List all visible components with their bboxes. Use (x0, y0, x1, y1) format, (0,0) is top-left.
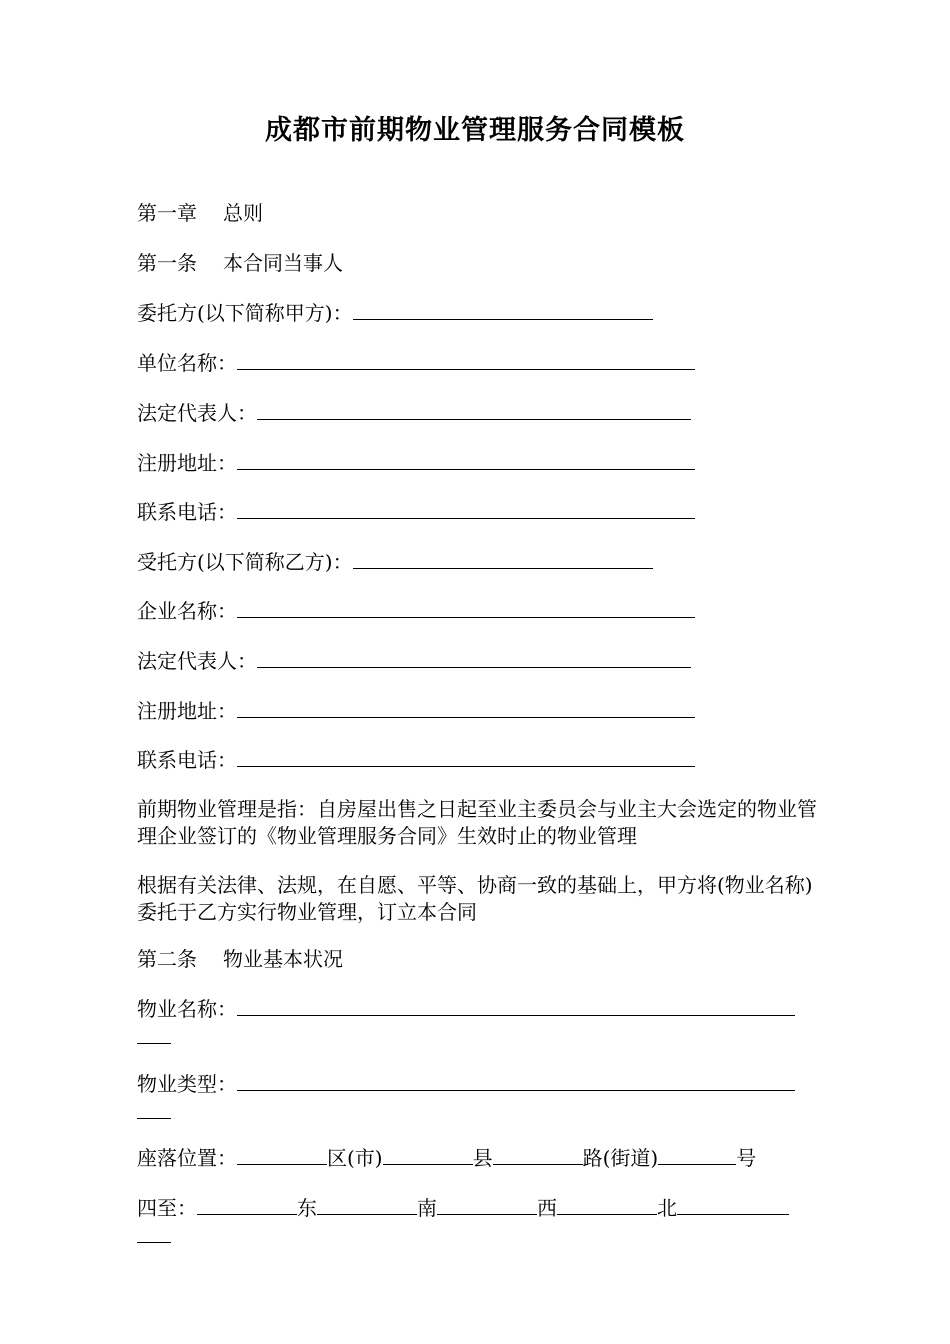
property-type-row-continued (137, 1099, 171, 1125)
chapter-name: 总则 (223, 201, 263, 225)
party-a-unit-row (137, 350, 695, 376)
district-blank[interactable] (237, 1146, 327, 1165)
document-title: 成都市前期物业管理服务合同模板 (265, 115, 685, 146)
boundaries-row-continued (137, 1223, 171, 1249)
road-label: 路(街道) (582, 1146, 659, 1170)
party-a-phone-row (137, 499, 695, 525)
party-b-blank[interactable] (353, 550, 653, 569)
party-b-label: 受托方(以下简称乙方)： (137, 550, 353, 574)
property-name-blank[interactable] (237, 997, 795, 1016)
location-row (137, 1145, 756, 1171)
article-heading (137, 250, 343, 276)
property-type-blank[interactable] (237, 1072, 795, 1091)
property-name-row-continued (137, 1024, 171, 1050)
property-type-row (137, 1071, 795, 1097)
south-label: 南 (417, 1196, 437, 1220)
west-label: 西 (537, 1196, 557, 1220)
property-type-label: 物业类型： (137, 1072, 237, 1096)
south-blank[interactable] (317, 1196, 417, 1215)
property-name-label: 物业名称： (137, 997, 237, 1021)
legal-rep-blank[interactable] (257, 401, 691, 420)
definition-paragraph: 前期物业管理是指：自房屋出售之日起至业主委员会与业主大会选定的物业管理企业签订的《物业管理服务合同》生效时止的物业管理 (137, 797, 817, 848)
party-a-label: 委托方(以下简称甲方)： (137, 301, 353, 325)
property-type-blank-continued[interactable] (137, 1100, 171, 1119)
phone-label: 联系电话： (137, 748, 237, 772)
east-blank[interactable] (197, 1196, 297, 1215)
boundaries-label: 四至： (137, 1196, 197, 1220)
property-name-row (137, 996, 795, 1022)
north-label: 北 (657, 1196, 677, 1220)
article-heading (137, 946, 343, 972)
chapter-number: 第一章 (137, 201, 197, 225)
basis-paragraph: 根据有关法律、法规，在自愿、平等、协商一致的基础上，甲方将(物业名称)委托于乙方实行物业管理，订立本合同 (137, 873, 813, 924)
party-a-blank[interactable] (353, 301, 653, 320)
location-label: 座落位置： (137, 1146, 237, 1170)
county-blank[interactable] (383, 1146, 473, 1165)
phone-blank[interactable] (237, 500, 695, 519)
county-label: 县 (472, 1146, 493, 1170)
road-blank[interactable] (493, 1146, 583, 1165)
address-label: 注册地址： (137, 451, 237, 475)
address-label: 注册地址： (137, 699, 237, 723)
legal-rep-label: 法定代表人： (137, 649, 257, 673)
boundaries-blank-continued[interactable] (137, 1224, 171, 1243)
boundaries-row (137, 1195, 789, 1221)
address-blank[interactable] (237, 451, 695, 470)
number-blank[interactable] (658, 1146, 736, 1165)
north-blank[interactable] (557, 1196, 657, 1215)
legal-rep-label: 法定代表人： (137, 401, 257, 425)
company-name-label: 企业名称： (137, 599, 237, 623)
number-label: 号 (736, 1146, 757, 1170)
party-a-address-row (137, 450, 695, 476)
boundary-end-blank[interactable] (677, 1196, 789, 1215)
district-label: 区(市) (327, 1146, 383, 1170)
legal-rep-blank[interactable] (257, 649, 691, 668)
west-blank[interactable] (437, 1196, 537, 1215)
company-name-blank[interactable] (237, 599, 695, 618)
party-a-rep-row (137, 400, 691, 426)
phone-blank[interactable] (237, 748, 695, 767)
chapter-heading (137, 200, 263, 226)
party-b-phone-row (137, 747, 695, 773)
address-blank[interactable] (237, 699, 695, 718)
party-b-rep-row (137, 648, 691, 674)
unit-name-blank[interactable] (237, 351, 695, 370)
property-name-blank-continued[interactable] (137, 1025, 171, 1044)
party-b-address-row (137, 698, 695, 724)
article-number: 第二条 (137, 947, 197, 971)
article-name: 物业基本状况 (223, 947, 343, 971)
phone-label: 联系电话： (137, 500, 237, 524)
unit-name-label: 单位名称： (137, 351, 237, 375)
party-a-label-row (137, 300, 653, 326)
party-b-company-row (137, 598, 695, 624)
east-label: 东 (297, 1196, 317, 1220)
article-name: 本合同当事人 (223, 251, 343, 275)
article-number: 第一条 (137, 251, 197, 275)
party-b-label-row (137, 549, 653, 575)
